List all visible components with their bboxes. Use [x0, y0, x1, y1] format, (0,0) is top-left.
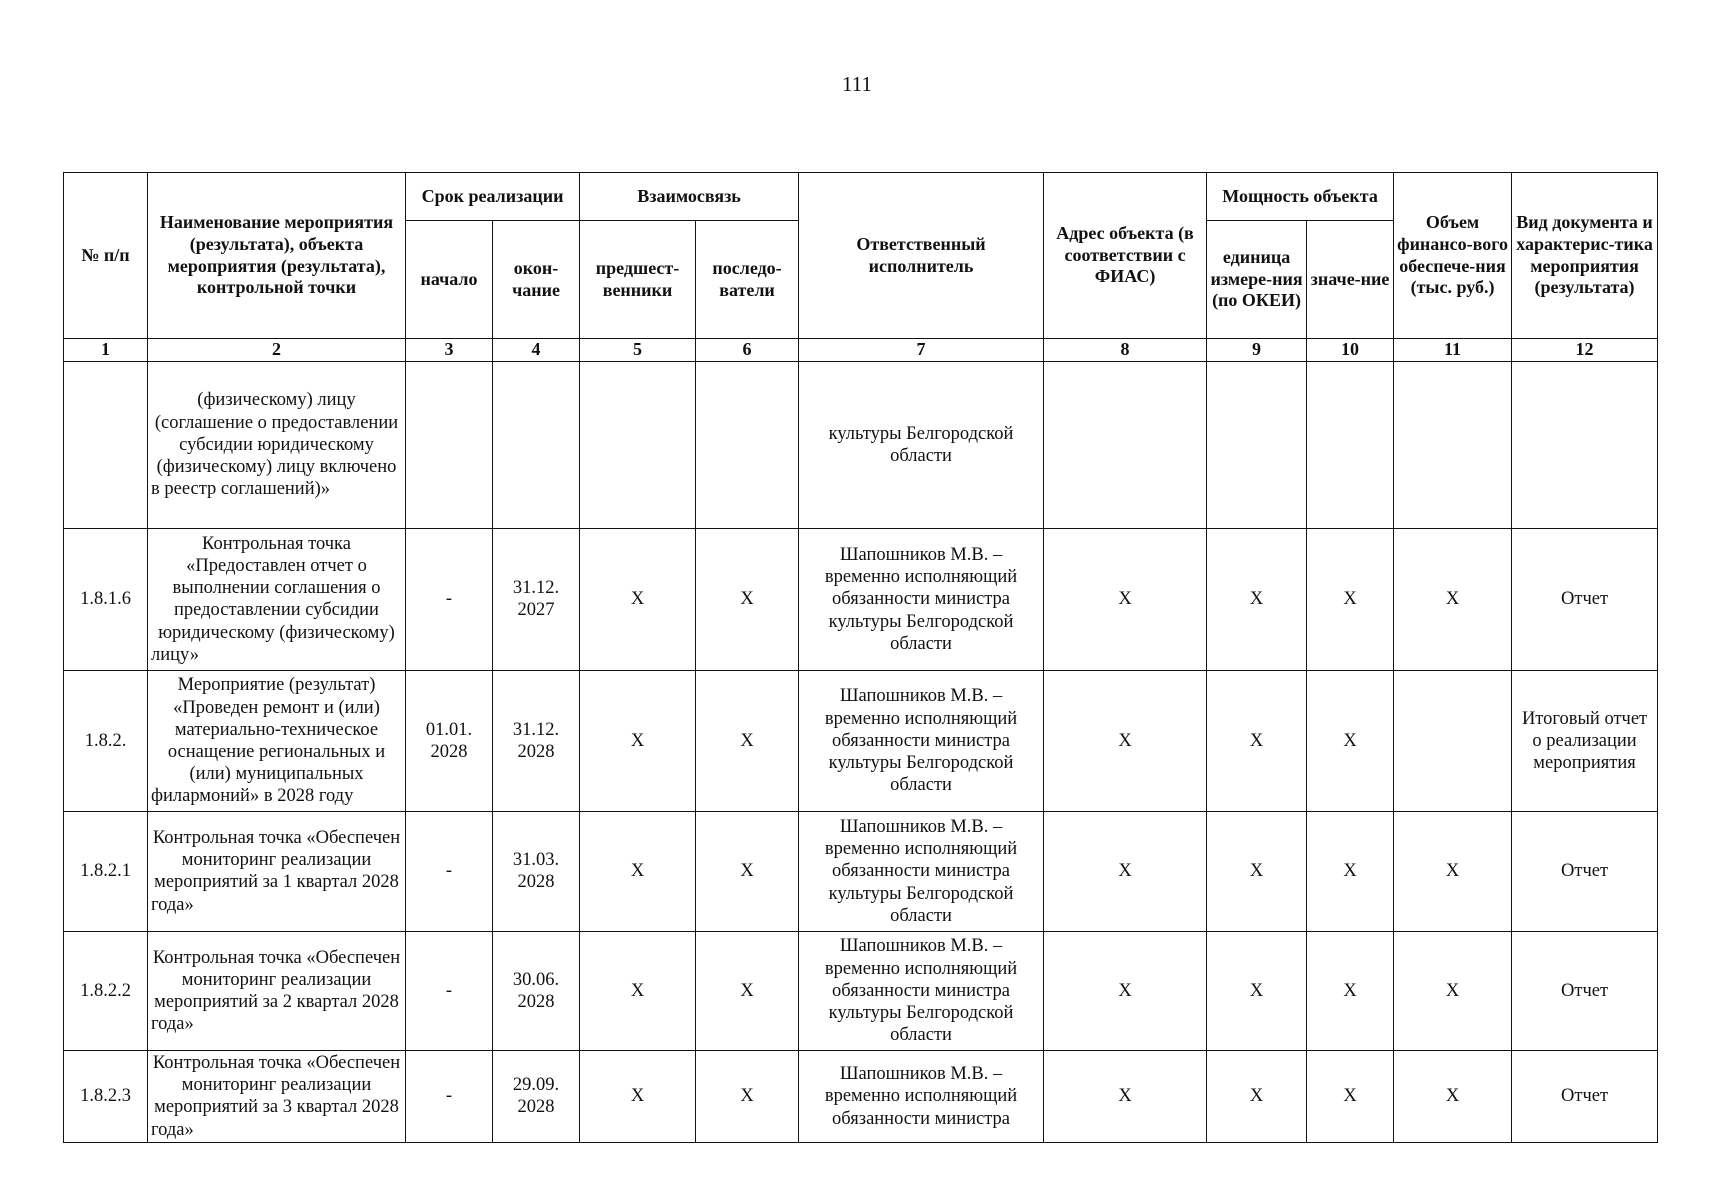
header-capacity: Мощность объекта	[1207, 173, 1394, 221]
row-responsible: Шапошников М.В. – временно исполняющий обязанности министра культуры Белгородской области	[799, 811, 1044, 931]
table-body	[64, 361, 1658, 1142]
row-end	[493, 361, 580, 528]
row-address: X	[1044, 931, 1207, 1050]
row-successors	[696, 361, 799, 528]
row-address: X	[1044, 670, 1207, 811]
table-row	[64, 528, 1658, 670]
row-doc-type: Отчет	[1512, 1050, 1658, 1142]
row-finance: X	[1394, 528, 1512, 670]
row-start: -	[406, 931, 493, 1050]
row-finance: X	[1394, 811, 1512, 931]
header-successors: последо-ватели	[696, 221, 799, 339]
table-row	[64, 670, 1658, 811]
row-end: 31.12. 2028	[493, 670, 580, 811]
row-start	[406, 361, 493, 528]
row-name: (физическому) лицу (соглашение о предоставлении субсидии юридическому (физическому) лицу включено в реестр соглашений)»	[148, 361, 406, 528]
row-doc-type	[1512, 361, 1658, 528]
header-start: начало	[406, 221, 493, 339]
header-num: № п/п	[64, 173, 148, 339]
row-unit: X	[1207, 528, 1307, 670]
row-name: Контрольная точка «Обеспечен мониторинг реализации мероприятий за 2 квартал 2028 года»	[148, 931, 406, 1050]
row-doc-type: Отчет	[1512, 811, 1658, 931]
row-responsible: Шапошников М.В. – временно исполняющий обязанности министра	[799, 1050, 1044, 1142]
row-unit	[1207, 361, 1307, 528]
row-name: Контрольная точка «Обеспечен мониторинг реализации мероприятий за 1 квартал 2028 года»	[148, 811, 406, 931]
row-end: 29.09. 2028	[493, 1050, 580, 1142]
row-predecessors	[580, 361, 696, 528]
header-predecessors: предшест-венники	[580, 221, 696, 339]
header-finance: Объем финансо-вого обеспече-ния (тыс. руб.)	[1394, 173, 1512, 339]
row-value	[1307, 361, 1394, 528]
row-unit: X	[1207, 811, 1307, 931]
row-doc-type: Отчет	[1512, 528, 1658, 670]
table-row	[64, 811, 1658, 931]
row-unit: X	[1207, 1050, 1307, 1142]
table-header	[64, 173, 1658, 362]
header-unit: единица измере-ния (по ОКЕИ)	[1207, 221, 1307, 339]
table-row	[64, 361, 1658, 528]
row-value: X	[1307, 528, 1394, 670]
row-predecessors: X	[580, 811, 696, 931]
col-number: 6	[696, 339, 799, 362]
row-num: 1.8.2.	[64, 670, 148, 811]
row-unit: X	[1207, 670, 1307, 811]
row-name: Мероприятие (результат) «Проведен ремонт и (или) материально-техническое оснащение региональных и (или) муниципальных филармоний» в 2028 году	[148, 670, 406, 811]
header-period: Срок реализации	[406, 173, 580, 221]
header-responsible: Ответственный исполнитель	[799, 173, 1044, 339]
row-successors: X	[696, 811, 799, 931]
row-start: -	[406, 1050, 493, 1142]
header-value: значе-ние	[1307, 221, 1394, 339]
row-address	[1044, 361, 1207, 528]
row-doc-type: Отчет	[1512, 931, 1658, 1050]
header-link: Взаимосвязь	[580, 173, 799, 221]
row-successors: X	[696, 528, 799, 670]
table-row	[64, 1050, 1658, 1142]
row-predecessors: X	[580, 670, 696, 811]
header-end: окон-чание	[493, 221, 580, 339]
row-successors: X	[696, 1050, 799, 1142]
row-finance	[1394, 361, 1512, 528]
row-name: Контрольная точка «Предоставлен отчет о выполнении соглашения о предоставлении субсидии юридическому (физическому) лицу»	[148, 528, 406, 670]
col-number: 10	[1307, 339, 1394, 362]
header-doc-type: Вид документа и характерис-тика мероприятия (результата)	[1512, 173, 1658, 339]
col-number: 5	[580, 339, 696, 362]
col-number: 11	[1394, 339, 1512, 362]
col-number: 12	[1512, 339, 1658, 362]
col-number: 9	[1207, 339, 1307, 362]
row-num	[64, 361, 148, 528]
row-unit: X	[1207, 931, 1307, 1050]
col-number: 2	[148, 339, 406, 362]
row-predecessors: X	[580, 1050, 696, 1142]
row-end: 30.06. 2028	[493, 931, 580, 1050]
row-finance	[1394, 670, 1512, 811]
row-start: 01.01. 2028	[406, 670, 493, 811]
page-number: 111	[842, 72, 872, 96]
header-address: Адрес объекта (в соответствии с ФИАС)	[1044, 173, 1207, 339]
col-number: 7	[799, 339, 1044, 362]
col-number: 8	[1044, 339, 1207, 362]
row-num: 1.8.2.2	[64, 931, 148, 1050]
row-start: -	[406, 811, 493, 931]
row-num: 1.8.2.3	[64, 1050, 148, 1142]
row-successors: X	[696, 670, 799, 811]
row-address: X	[1044, 528, 1207, 670]
activities-table	[63, 172, 1658, 1143]
row-start: -	[406, 528, 493, 670]
row-responsible: Шапошников М.В. – временно исполняющий обязанности министра культуры Белгородской области	[799, 931, 1044, 1050]
row-doc-type: Итоговый отчет о реализации мероприятия	[1512, 670, 1658, 811]
row-successors: X	[696, 931, 799, 1050]
column-numbers-row	[64, 339, 1658, 362]
row-finance: X	[1394, 931, 1512, 1050]
row-finance: X	[1394, 1050, 1512, 1142]
row-responsible: Шапошников М.В. – временно исполняющий обязанности министра культуры Белгородской области	[799, 670, 1044, 811]
row-num: 1.8.1.6	[64, 528, 148, 670]
row-address: X	[1044, 1050, 1207, 1142]
col-number: 3	[406, 339, 493, 362]
col-number: 4	[493, 339, 580, 362]
row-name: Контрольная точка «Обеспечен мониторинг реализации мероприятий за 3 квартал 2028 года»	[148, 1050, 406, 1142]
row-value: X	[1307, 1050, 1394, 1142]
row-predecessors: X	[580, 528, 696, 670]
row-responsible: культуры Белгородской области	[799, 361, 1044, 528]
row-num: 1.8.2.1	[64, 811, 148, 931]
row-value: X	[1307, 811, 1394, 931]
row-end: 31.12. 2027	[493, 528, 580, 670]
row-address: X	[1044, 811, 1207, 931]
table-row	[64, 931, 1658, 1050]
row-value: X	[1307, 670, 1394, 811]
col-number: 1	[64, 339, 148, 362]
row-predecessors: X	[580, 931, 696, 1050]
row-end: 31.03. 2028	[493, 811, 580, 931]
row-value: X	[1307, 931, 1394, 1050]
row-responsible: Шапошников М.В. – временно исполняющий обязанности министра культуры Белгородской области	[799, 528, 1044, 670]
header-name: Наименование мероприятия (результата), объекта мероприятия (результата), контрольной точки	[148, 173, 406, 339]
